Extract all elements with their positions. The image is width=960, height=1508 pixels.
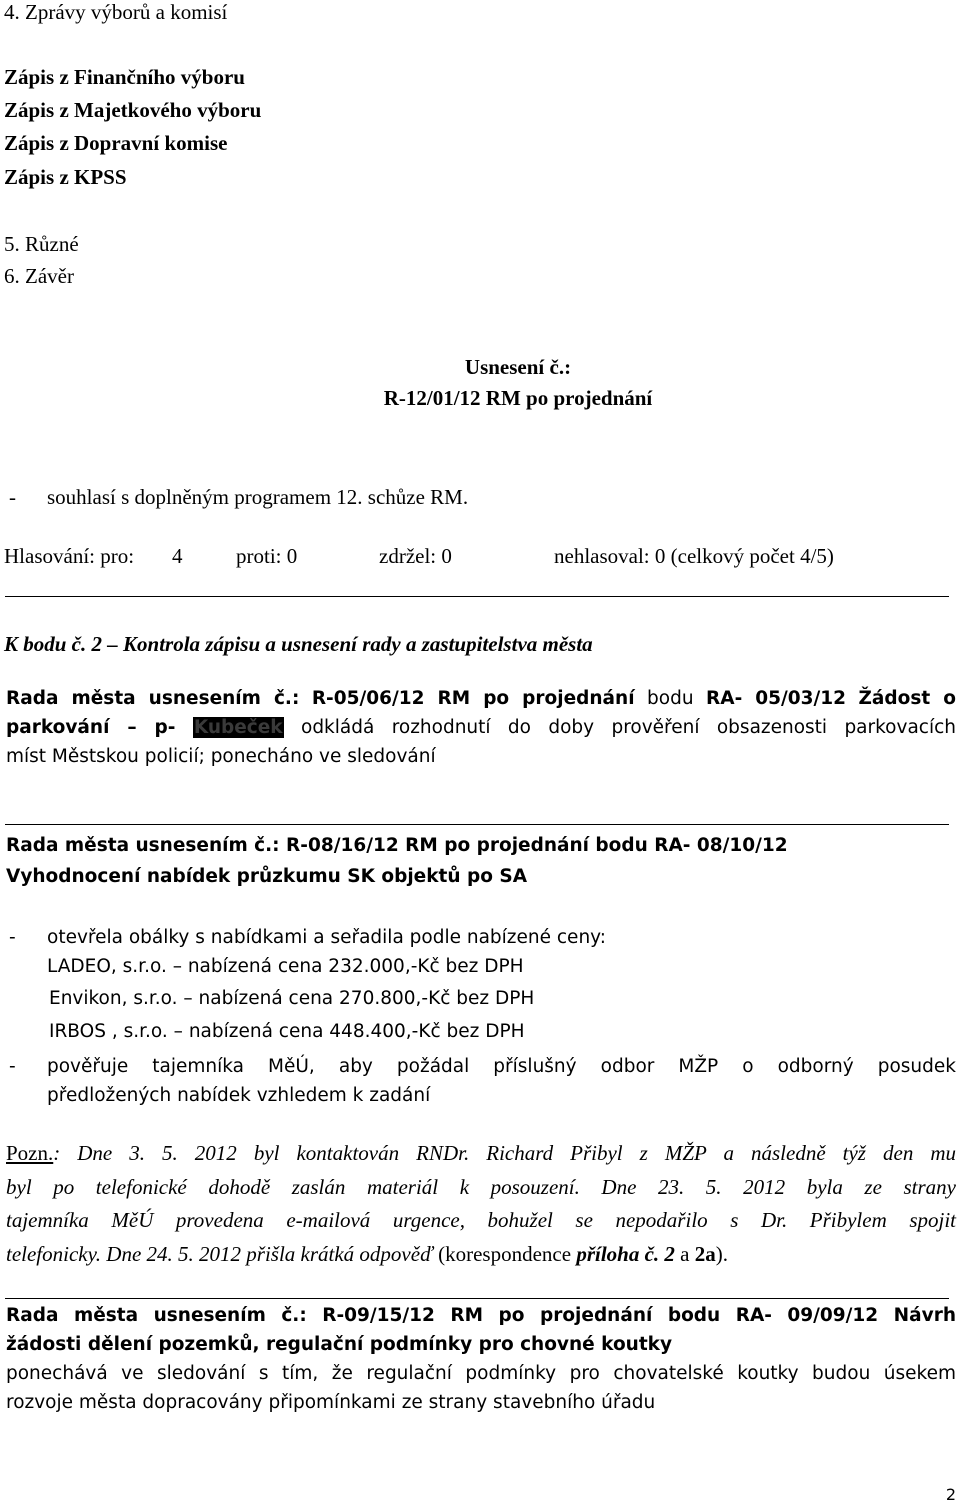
offer-ladeo: LADEO, s.r.o. – nabízená cena 232.000,-Kč bez DPH — [47, 956, 524, 977]
resolution-number: R-12/01/12 RM po projednání — [383, 386, 653, 410]
note-attachment: příloha č. 2 — [576, 1242, 675, 1266]
res08-line1 — [6, 832, 788, 857]
redacted-name: Kubeček — [193, 717, 283, 738]
vote-proti: proti: 0 — [236, 544, 298, 568]
res08-bullet1: otevřela obálky s nabídkami a seřadila podle nabízené ceny: — [47, 927, 607, 948]
res08-heading2: Vyhodnocení nabídek průzkumu SK objektů po SA — [6, 866, 528, 887]
vote-nehlasoval: nehlasoval: 0 (celkový počet 4/5) — [554, 544, 834, 568]
res05-text2: míst Městskou policií; ponecháno ve sledování — [6, 746, 436, 767]
res05-line1 — [6, 688, 956, 709]
note-text4a: telefonicky. Dne 24. 5. 2012 přišla krátká odpověď — [6, 1242, 433, 1266]
note-text1: : Dne 3. 5. 2012 byl kontaktován RNDr. Richard Přibyl z MŽP a následně týž den mu — [53, 1141, 956, 1165]
divider — [5, 824, 949, 825]
agenda-item-4: 4. Zprávy výborů a komisí — [4, 0, 228, 24]
point-heading-prefix: K bodu č. — [4, 632, 87, 656]
note-line4 — [6, 1242, 728, 1267]
report-kpss: Zápis z KPSS — [4, 165, 127, 189]
res05-line2 — [6, 717, 956, 738]
res08-heading1: Rada města usnesením č.: R-08/16/12 RM po projednání bodu RA- 08/10/12 — [6, 835, 788, 856]
res05-ra: RA- 05/03/12 — [706, 688, 847, 709]
offer-irbos: IRBOS , s.r.o. – nabízená cena 448.400,-Kč bez DPH — [49, 1021, 525, 1042]
res05-bodu: bodu — [647, 688, 694, 709]
resolution-title: Usnesení č.: — [464, 355, 572, 379]
note-label: Pozn. — [6, 1141, 54, 1165]
vote-pro-label: Hlasování: pro: — [4, 544, 135, 568]
report-transport: Zápis z Dopravní komise — [4, 131, 228, 155]
res05-text1: odkládá rozhodnutí do doby prověření obsazenosti parkovacích — [301, 717, 956, 738]
note-attachment-2a: 2a — [694, 1242, 716, 1266]
agenda-item-6: 6. Závěr — [4, 264, 74, 288]
res05-subject1: Žádost o — [858, 688, 956, 709]
vote-pro-value: 4 — [172, 544, 183, 568]
divider — [5, 1298, 949, 1299]
offer-envikon: Envikon, s.r.o. – nabízená cena 270.800,-Kč bez DPH — [49, 988, 535, 1009]
bullet-dash: - — [9, 1056, 16, 1077]
res08-bullet2a: pověřuje tajemníka MěÚ, aby požádal příslušný odbor MŽP o odborný posudek — [47, 1056, 956, 1077]
note-and: a — [680, 1242, 690, 1266]
note-line2: byl po telefonické dohodě zaslán materiál k posouzení. Dne 23. 5. 2012 byla ze strany — [6, 1175, 956, 1199]
point-heading — [4, 632, 593, 657]
bullet-dash: - — [9, 485, 16, 509]
res09-line2: žádosti dělení pozemků, regulační podmínky pro chovné koutky — [6, 1334, 673, 1355]
res05-code: R-05/06/12 RM po projednání — [311, 688, 635, 709]
point-heading-rest: 2 – Kontrola zápisu a usnesení rady a zastupitelstva města — [91, 632, 593, 656]
note-line3: tajemníka MěÚ provedena e-mailová urgence, bohužel se nepodařilo s Dr. Přibylem spojit — [6, 1208, 956, 1232]
resolution-bullet: souhlasí s doplněným programem 12. schůze RM. — [47, 485, 469, 509]
res09-text2: rozvoje města dopracovány připomínkami ze strany stavebního úřadu — [6, 1392, 656, 1413]
note-text4b: (korespondence — [438, 1242, 572, 1266]
agenda-item-5: 5. Různé — [4, 232, 79, 256]
res08-bullet2b: předložených nabídek vzhledem k zadání — [47, 1085, 431, 1106]
report-finance: Zápis z Finančního výboru — [4, 65, 245, 89]
vote-zdrzel: zdržel: 0 — [379, 544, 452, 568]
divider — [5, 596, 949, 597]
res05-lead: Rada města usnesením č.: — [6, 688, 300, 709]
res05-subject2: parkování – p- — [6, 717, 176, 738]
res09-line1: Rada města usnesením č.: R-09/15/12 RM po projednání bodu RA- 09/09/12 Návrh — [6, 1305, 956, 1326]
bullet-dash: - — [9, 927, 16, 948]
res09-text1: ponechává ve sledování s tím, že regulační podmínky pro chovatelské koutky budou úsekem — [6, 1363, 956, 1384]
report-property: Zápis z Majetkového výboru — [4, 98, 262, 122]
page-number: 2 — [945, 1485, 956, 1504]
note-close: ). — [715, 1242, 728, 1266]
note-line1 — [6, 1141, 956, 1166]
res08-line2 — [6, 863, 527, 888]
